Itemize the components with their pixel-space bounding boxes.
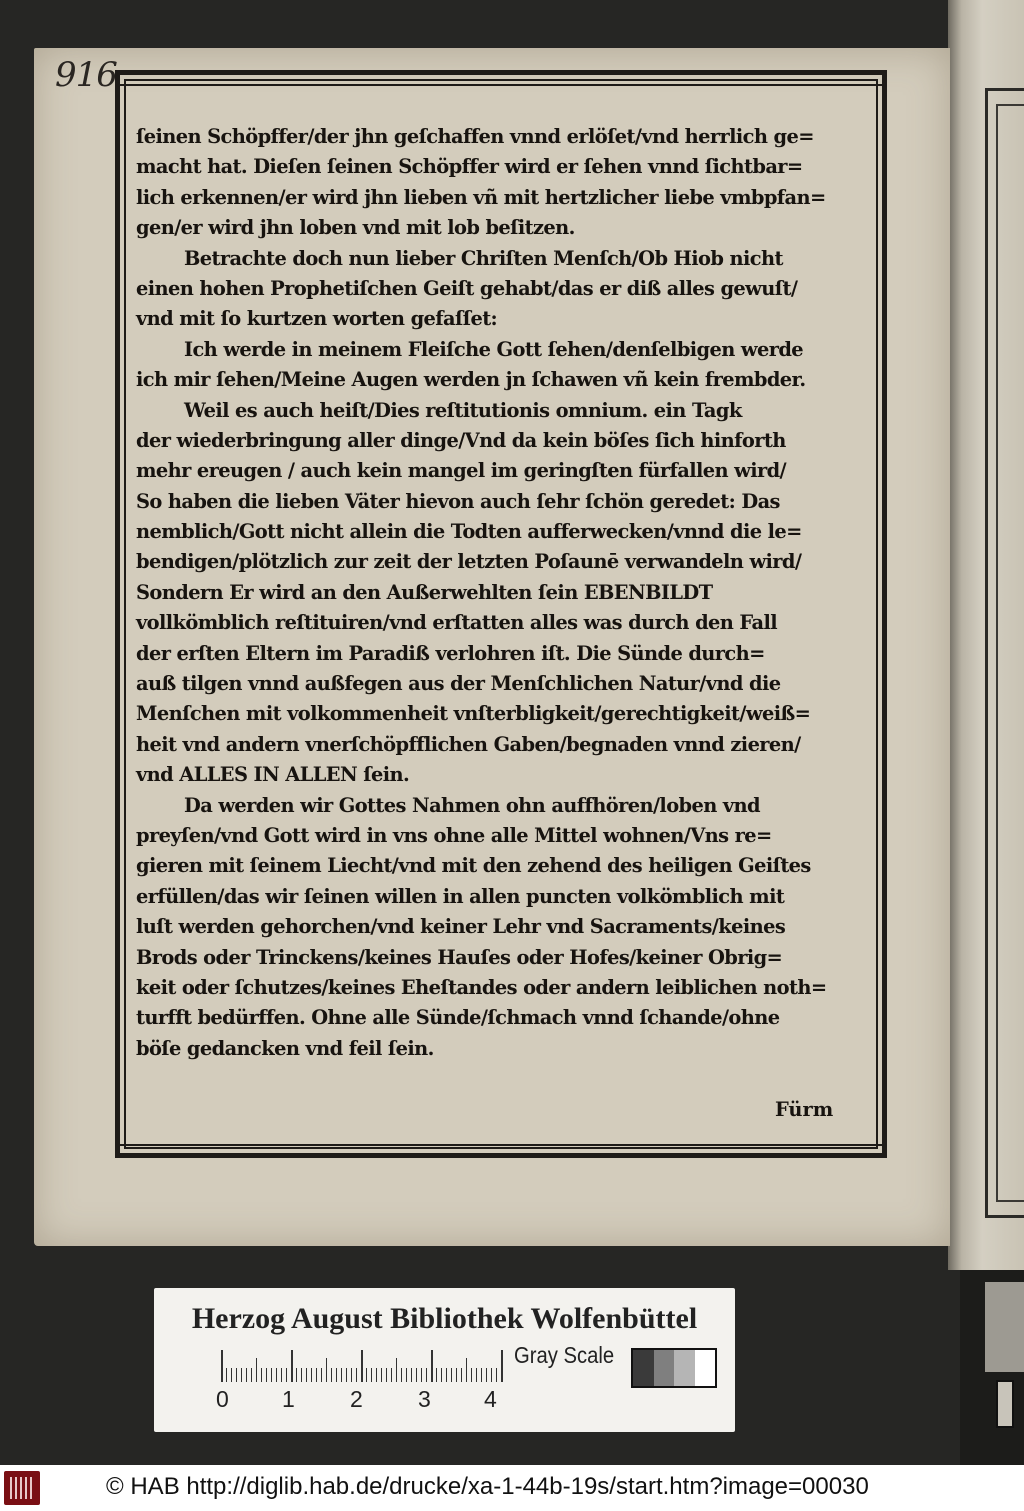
ruler-tick [336,1368,337,1382]
text-line: So haben die lieben Väter hievon auch ſehr ſchön geredet: Das [136,489,780,513]
ruler-tick [486,1368,487,1382]
ruler-tick [501,1350,503,1382]
ruler-number: 1 [282,1386,295,1412]
text-line: lich erkennen/er wird jhn lieben vñ mit hertzlicher liebe vmbpfan= [136,185,826,209]
gray-swatch [633,1350,654,1386]
ruler-tick [231,1368,232,1382]
ruler-tick [296,1368,297,1382]
hab-logo-icon[interactable] [4,1471,40,1505]
text-line: gieren mit ſeinem Liecht/vnd mit den zehend des heiligen Geiſtes [136,854,811,878]
ruler-tick [401,1368,402,1382]
text-line: Betrachte doch nun lieber Chriſten Menſch/Ob Hiob nicht [184,246,783,270]
text-line: der erſten Eltern im Paradiß verlohren iſt. Die Sünde durch= [136,641,765,665]
text-line: gen/er wird jhn loben vnd mit lob beſitzen. [136,216,575,240]
ruler-tick [476,1368,477,1382]
ruler-tick [331,1368,332,1382]
ruler-tick [266,1368,267,1382]
neighbor-label-bar [996,1380,1014,1428]
ruler-tick [286,1368,287,1382]
folio-number: 916 [55,55,117,95]
text-line: ich mir ſehen/Meine Augen werden jn ſchawen vñ kein frembder. [136,368,806,392]
text-line: turfft bedürffen. Ohne alle Sünde/ſchmach vnnd ſchande/ohne [136,1006,780,1030]
ruler-tick [356,1368,357,1382]
ruler-tick [256,1358,257,1382]
frame-rule-bottom [118,1144,884,1146]
ruler-tick [341,1368,342,1382]
logo-bar [25,1477,27,1499]
ruler-tick [366,1368,367,1382]
neighbor-page-inner-frame [996,104,1024,1202]
color-scale-card [154,1288,735,1432]
ruler-tick [396,1358,397,1382]
text-line: macht hat. Dieſen ſeinen Schöpffer wird er ſehen vnnd ſichtbar= [136,155,803,179]
text-line: Ich werde in meinem Fleiſche Gott ſehen/denſelbigen werde [184,337,804,361]
ruler-tick [466,1358,467,1382]
gray-swatch [695,1350,716,1386]
gray-scale-swatches [631,1348,717,1388]
ruler-tick [311,1368,312,1382]
ruler-tick [281,1368,282,1382]
text-line: Menſchen mit volkommenheit vnſterbligkeit/gerechtigkeit/weiß= [136,702,811,726]
ruler-tick [496,1368,497,1382]
text-line: mehr ereugen / auch kein mangel im geringſten fürfallen wird/ [136,459,787,483]
text-line: auß tilgen vnnd außfegen aus der Menſchlichen Natur/vnd die [136,672,781,696]
text-line: Sondern Er wird an den Außerwehlten ſein EBENBILDT [136,580,713,604]
text-line: einen hohen Prophetiſchen Geiſt gehabt/das er diß alles gewuſt/ [136,276,798,300]
ruler-tick [446,1368,447,1382]
library-name: Herzog August Bibliothek Wolfenbüttel [191,1302,698,1335]
text-line: luſt werden gehorchen/vnd keiner Lehr vnd Sacraments/keines [136,915,786,939]
ruler-tick [381,1368,382,1382]
ruler-tick [421,1368,422,1382]
frame-rule-top [118,84,884,86]
ruler [221,1350,511,1382]
copyright-link[interactable]: © HAB http://diglib.hab.de/drucke/xa-1-44b-19s/start.htm?image=00030 [106,1473,869,1500]
text-line: vollkömblich reſtituiren/vnd erſtatten alles was durch den Fall [136,611,778,635]
text-line: Da werden wir Gottes Nahmen ohn auffhören/loben vnd [184,793,761,817]
text-line: bendigen/plötzlich zur zeit der letzten Poſaunē verwandeln wird/ [136,550,802,574]
ruler-tick [376,1368,377,1382]
ruler-tick [271,1368,272,1382]
text-line: vnd mit ſo kurtzen worten gefaſſet: [136,307,498,331]
gray-scale-label: Gray Scale [514,1342,615,1368]
ruler-tick [431,1350,433,1382]
text-line: böſe gedancken vnd feil ſein. [136,1036,434,1060]
text-line: keit oder ſchutzes/keines Eheſtandes oder andern leiblichen noth= [136,975,827,999]
logo-bar [10,1477,12,1499]
ruler-tick [361,1350,363,1382]
text-line: Brods oder Trinckens/keines Hauſes oder Hofes/keiner Obrig= [136,945,783,969]
ruler-tick [351,1368,352,1382]
ruler-tick [251,1368,252,1382]
ruler-tick [471,1368,472,1382]
ruler-tick [241,1368,242,1382]
ruler-tick [346,1368,347,1382]
ruler-tick [436,1368,437,1382]
ruler-number: 2 [350,1386,363,1412]
ruler-tick [276,1368,277,1382]
text-line: vnd ALLES IN ALLEN ſein. [136,763,410,787]
footer-bar [0,1465,1024,1511]
ruler-tick [321,1368,322,1382]
text-line: erfüllen/das wir ſeinen willen in allen puncten volkömblich mit [136,884,785,908]
ruler-tick [226,1368,227,1382]
ruler-tick [371,1368,372,1382]
gray-swatch [674,1350,695,1386]
text-line: nemblich/Gott nicht allein die Todten aufferwecken/vnnd die le= [136,520,802,544]
ruler-number: 3 [418,1386,431,1412]
ruler-tick [316,1368,317,1382]
gray-swatch [654,1350,675,1386]
ruler-tick [291,1350,293,1382]
ruler-tick [221,1350,223,1382]
text-line: heit vnd andern vnerſchöpfflichen Gaben/begnaden vnnd zieren/ [136,732,801,756]
ruler-tick [236,1368,237,1382]
ruler-tick [411,1368,412,1382]
ruler-tick [481,1368,482,1382]
ruler-number: 4 [484,1386,497,1412]
ruler-tick [301,1368,302,1382]
catchword: Fürm [775,1098,834,1121]
text-line: ſeinen Schöpffer/der jhn geſchaffen vnnd erlöſet/vnd herrlich ge= [136,125,814,148]
logo-bar [20,1477,22,1499]
ruler-tick [246,1368,247,1382]
ruler-tick [391,1368,392,1382]
ruler-tick [386,1368,387,1382]
ruler-tick [406,1368,407,1382]
ruler-tick [451,1368,452,1382]
ruler-tick [326,1358,327,1382]
page-text-block [136,122,854,1064]
ruler-tick [491,1368,492,1382]
ruler-tick [306,1368,307,1382]
text-line: Weil es auch heiſt/Dies reſtitutionis omnium. ein Tagk [184,398,742,422]
ruler-tick [456,1368,457,1382]
neighbor-shelf-label [985,1282,1024,1372]
ruler-tick [426,1368,427,1382]
ruler-tick [261,1368,262,1382]
logo-bar [30,1477,32,1499]
ruler-tick [441,1368,442,1382]
text-line: der wiederbringung aller dinge/Vnd da kein böſes ſich hinforth [136,428,786,452]
text-line: preyſen/vnd Gott wird in vns ohne alle Mittel wohnen/Vns re= [136,823,772,847]
ruler-number: 0 [216,1386,229,1412]
ruler-tick [461,1368,462,1382]
logo-bar [15,1477,17,1499]
ruler-tick [416,1368,417,1382]
